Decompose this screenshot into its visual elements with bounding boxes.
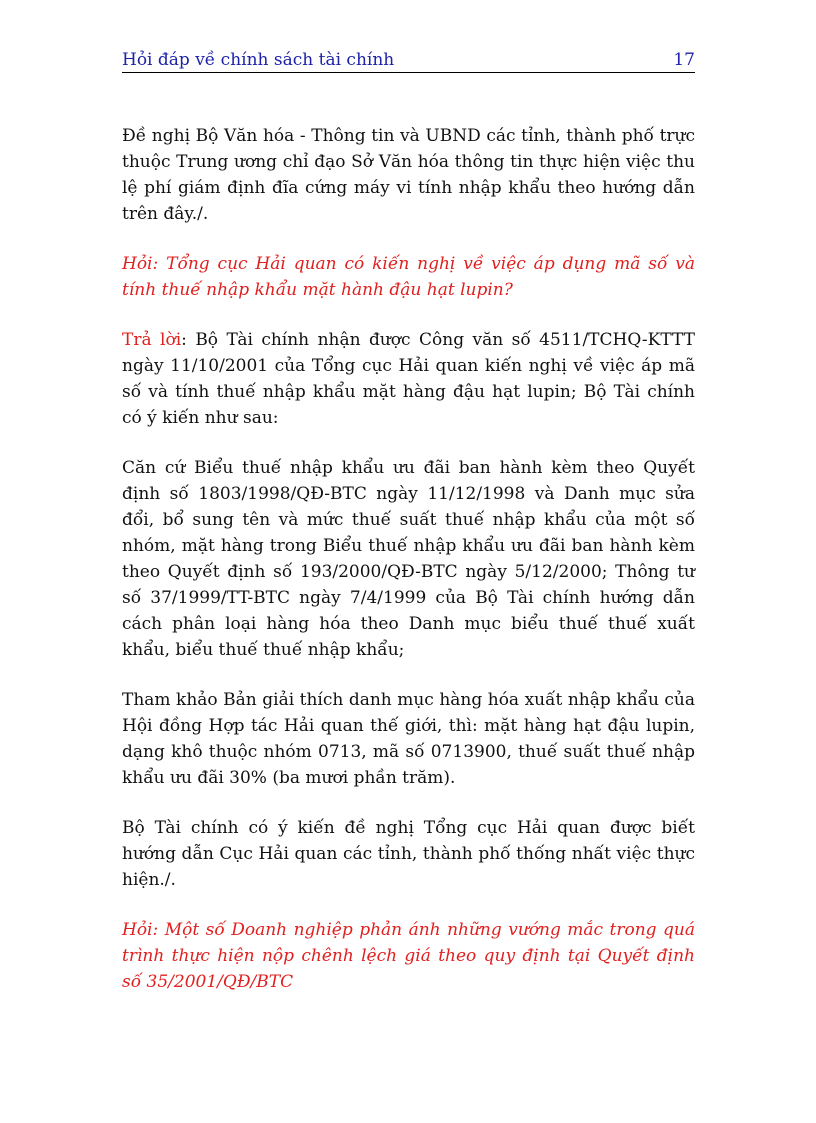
header-title: Hỏi đáp về chính sách tài chính	[122, 50, 395, 70]
page-header	[122, 50, 695, 73]
answer-text: : Bộ Tài chính nhận được Công văn số 4511/TCHQ-KTTT ngày 11/10/2001 của Tổng cục Hải quan kiến nghị về việc áp mã số và tính thuế nhập khẩu mặt hàng đậu hạt lupin; Bộ Tài chính có ý kiến như sau:	[122, 330, 695, 428]
paragraph-legal-basis: Căn cứ Biểu thuế nhập khẩu ưu đãi ban hành kèm theo Quyết định số 1803/1998/QĐ-BTC ngày 11/12/1998 và Danh mục sửa đổi, bổ sung tên và mức thuế suất thuế nhập khẩu của một số nhóm, mặt hàng trong Biểu thuế nhập khẩu ưu đãi ban hành kèm theo Quyết định số 193/2000/QĐ-BTC ngày 5/12/2000; Thông tư số 37/1999/TT-BTC ngày 7/4/1999 của Bộ Tài chính hướng dẫn cách phân loại hàng hóa theo Danh mục biểu thuế thuế xuất khẩu, biểu thuế thuế nhập khẩu;	[122, 458, 695, 660]
answer-1	[122, 327, 695, 431]
question-2: Hỏi: Một số Doanh nghiệp phản ánh những vướng mắc trong quá trình thực hiện nộp chênh lệch giá theo quy định tại Quyết định số 35/2001/QĐ/BTC	[122, 920, 695, 992]
document-body	[122, 123, 695, 1019]
paragraph-conclusion: Bộ Tài chính có ý kiến đề nghị Tổng cục Hải quan được biết hướng dẫn Cục Hải quan các tỉnh, thành phố thống nhất việc thực hiện./.	[122, 818, 695, 890]
page-number: 17	[673, 50, 695, 70]
paragraph-reference: Tham khảo Bản giải thích danh mục hàng hóa xuất nhập khẩu của Hội đồng Hợp tác Hải quan thế giới, thì: mặt hàng hạt đậu lupin, dạng khô thuộc nhóm 0713, mã số 0713900, thuế suất thuế nhập khẩu ưu đãi 30% (ba mươi phần trăm).	[122, 690, 695, 788]
question-1: Hỏi: Tổng cục Hải quan có kiến nghị về việc áp dụng mã số và tính thuế nhập khẩu mặt hành đậu hạt lupin?	[122, 254, 695, 300]
paragraph-intro: Đề nghị Bộ Văn hóa - Thông tin và UBND các tỉnh, thành phố trực thuộc Trung ương chỉ đạo Sở Văn hóa thông tin thực hiện việc thu lệ phí giám định đĩa cứng máy vi tính nhập khẩu theo hướng dẫn trên đây./.	[122, 126, 695, 224]
answer-label: Trả lời	[122, 330, 182, 350]
